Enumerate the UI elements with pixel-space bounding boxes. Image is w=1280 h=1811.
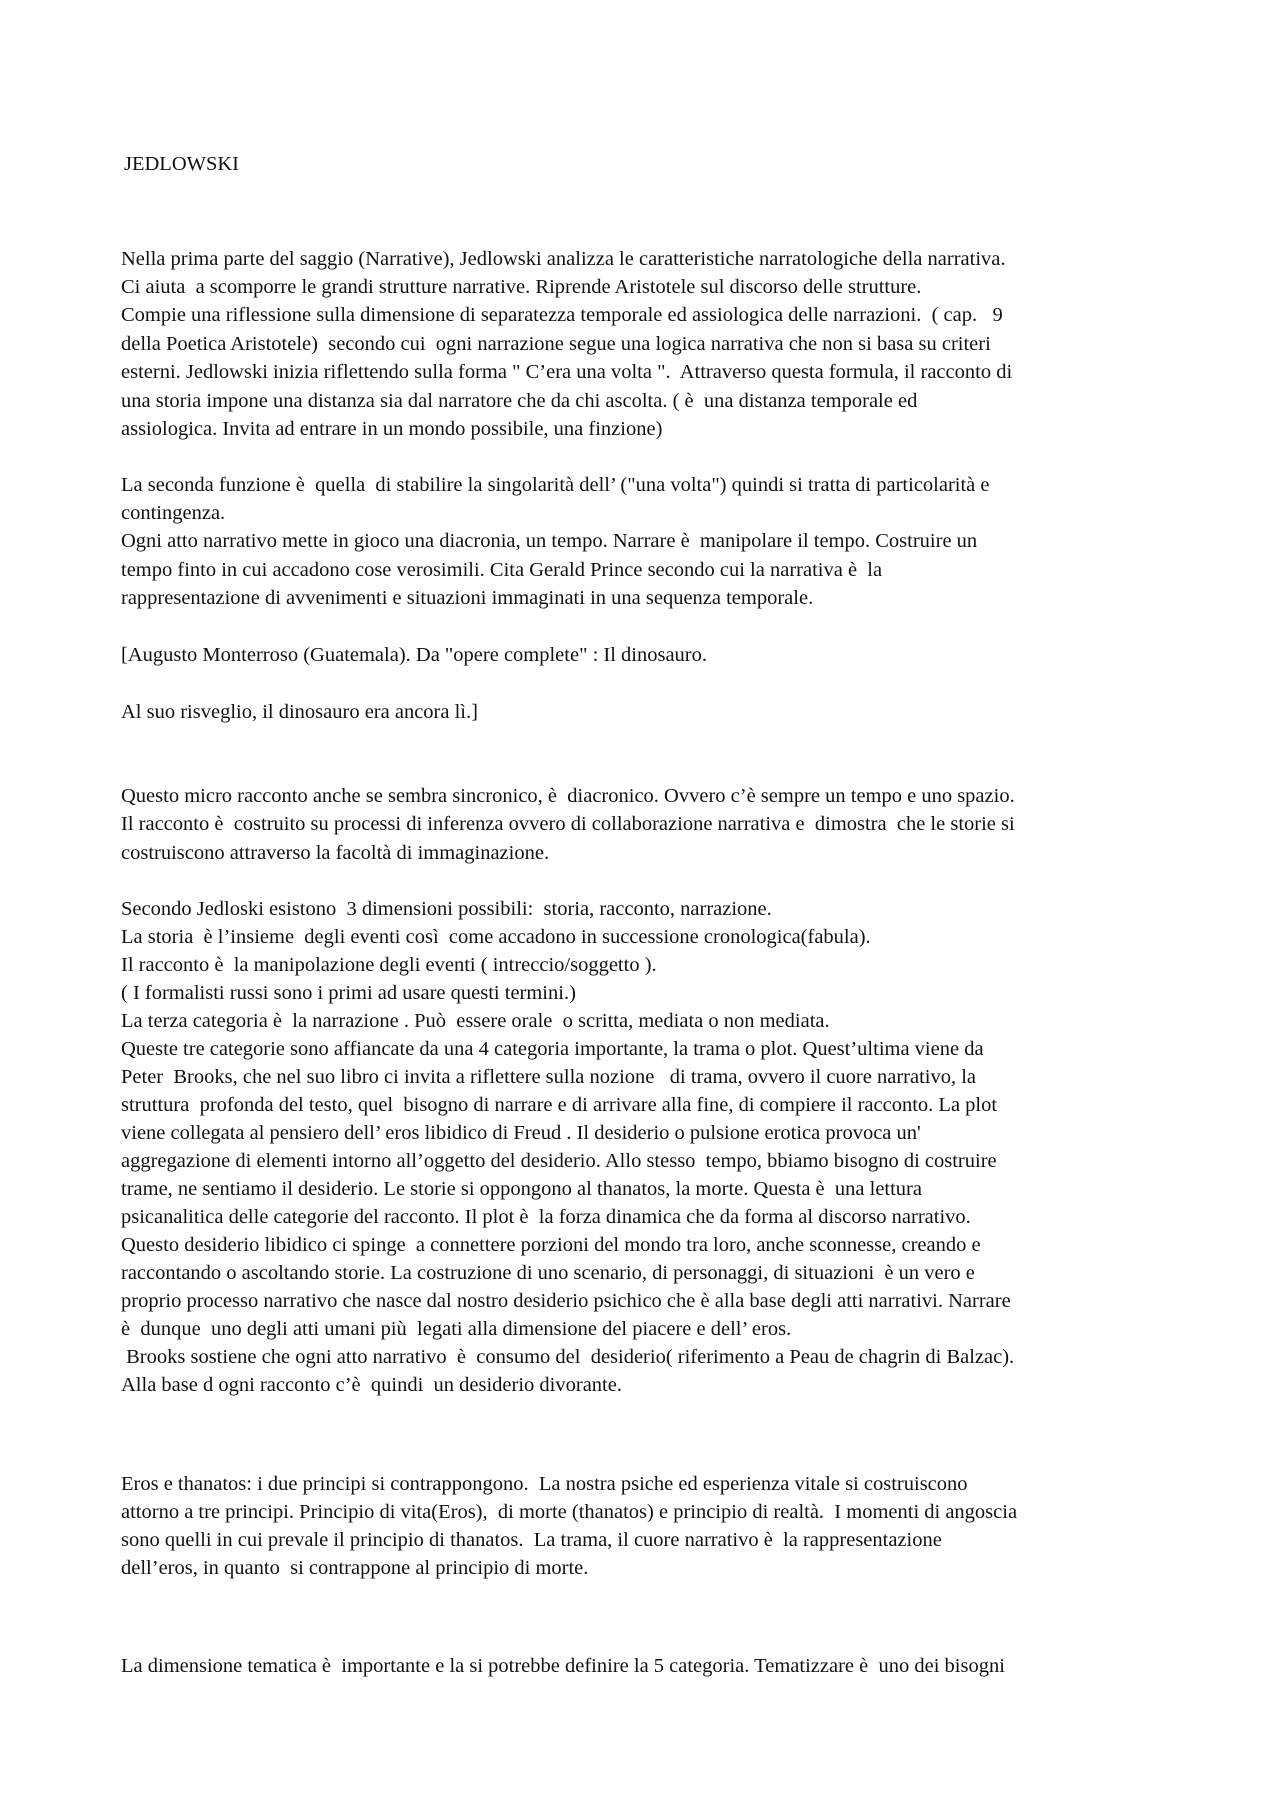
text-line: Peter Brooks, che nel suo libro ci invita a riflettere sulla nozione di trama, ovvero il cuore narrativo, la <box>121 1066 977 1088</box>
text-line: Secondo Jedloski esistono 3 dimensioni possibili: storia, racconto, narrazione. <box>121 898 772 920</box>
text-line: La terza categoria è la narrazione . Può essere orale o scritta, mediata o non mediata. <box>121 1010 830 1032</box>
text-line: Il racconto è costruito su processi di inferenza ovvero di collaborazione narrativa e dimostra che le storie si <box>121 813 1015 835</box>
text-line: La seconda funzione è quella di stabilire la singolarità dell’ ("una volta") quindi si tratta di particolarità e <box>121 474 990 496</box>
text-line: psicanalitica delle categorie del racconto. Il plot è la forza dinamica che da forma al discorso narrativo. <box>121 1206 971 1228</box>
text-line: Alla base d ogni racconto c’è quindi un desiderio divorante. <box>121 1374 622 1396</box>
text-line: rappresentazione di avvenimenti e situazioni immaginati in una sequenza temporale. <box>121 587 814 609</box>
text-line: costruiscono attraverso la facoltà di immaginazione. <box>121 842 550 864</box>
document-title: JEDLOWSKI <box>124 153 240 175</box>
text-line: viene collegata al pensiero dell’ eros libidico di Freud . Il desiderio o pulsione erotica provoca un' <box>121 1122 921 1144</box>
text-line: è dunque uno degli atti umani più legati alla dimensione del piacere e dell’ eros. <box>121 1318 792 1340</box>
text-line: Ci aiuta a scomporre le grandi strutture narrative. Riprende Aristotele sul discorso delle strutture. <box>121 276 922 298</box>
text-line: Ogni atto narrativo mette in gioco una diacronia, un tempo. Narrare è manipolare il tempo. Costruire un <box>121 530 978 552</box>
text-line: Al suo risveglio, il dinosauro era ancora lì.] <box>121 701 478 723</box>
text-line: Nella prima parte del saggio (Narrative), Jedlowski analizza le caratteristiche narratologiche della narrativa. <box>121 248 1006 270</box>
text-line: attorno a tre principi. Principio di vita(Eros), di morte (thanatos) e principio di realtà. I momenti di angoscia <box>121 1501 1018 1523</box>
text-line: [Augusto Monterroso (Guatemala). Da "opere complete" : Il dinosauro. <box>121 644 708 666</box>
text-line: assiologica. Invita ad entrare in un mondo possibile, una finzione) <box>121 418 663 440</box>
text-line: Brooks sostiene che ogni atto narrativo è consumo del desiderio( riferimento a Peau de chagrin di Balzac). <box>121 1346 1015 1368</box>
text-line: Questo desiderio libidico ci spinge a connettere porzioni del mondo tra loro, anche sconnesse, creando e <box>121 1234 981 1256</box>
text-line: proprio processo narrativo che nasce dal nostro desiderio psichico che è alla base degli atti narrativi. Narrare <box>121 1290 1011 1312</box>
text-line: ( I formalisti russi sono i primi ad usare questi termini.) <box>121 982 576 1004</box>
text-line: La dimensione tematica è importante e la si potrebbe definire la 5 categoria. Tematizzare è uno dei bisogni <box>121 1655 1005 1677</box>
text-line: Eros e thanatos: i due principi si contrappongono. La nostra psiche ed esperienza vitale si costruiscono <box>121 1473 968 1495</box>
text-line: sono quelli in cui prevale il principio di thanatos. La trama, il cuore narrativo è la rappresentazione <box>121 1529 942 1551</box>
text-line: Questo micro racconto anche se sembra sincronico, è diacronico. Ovvero c’è sempre un tempo e uno spazio. <box>121 785 1015 807</box>
text-line: La storia è l’insieme degli eventi così come accadono in successione cronologica(fabula). <box>121 926 871 948</box>
text-line: esterni. Jedlowski inizia riflettendo sulla forma " C’era una volta ". Attraverso questa formula, il racconto di <box>121 361 1013 383</box>
text-line: raccontando o ascoltando storie. La costruzione di uno scenario, di personaggi, di situazioni è un vero e <box>121 1262 975 1284</box>
text-line: Compie una riflessione sulla dimensione di separatezza temporale ed assiologica delle narrazioni. ( cap. 9 <box>121 304 1003 326</box>
text-line: trame, ne sentiamo il desiderio. Le storie si oppongono al thanatos, la morte. Questa è una lettura <box>121 1178 922 1200</box>
text-line: Il racconto è la manipolazione degli eventi ( intreccio/soggetto ). <box>121 954 657 976</box>
text-line: aggregazione di elementi intorno all’oggetto del desiderio. Allo stesso tempo, bbiamo bisogno di costruire <box>121 1150 997 1172</box>
text-line: tempo finto in cui accadono cose verosimili. Cita Gerald Prince secondo cui la narrativa è la <box>121 559 883 581</box>
text-line: struttura profonda del testo, quel bisogno di narrare e di arrivare alla fine, di compiere il racconto. La plot <box>121 1094 998 1116</box>
text-line: contingenza. <box>121 502 226 524</box>
text-line: Queste tre categorie sono affiancate da una 4 categoria importante, la trama o plot. Quest’ultima viene da <box>121 1038 984 1060</box>
text-line: della Poetica Aristotele) secondo cui ogni narrazione segue una logica narrativa che non si basa su criteri <box>121 333 991 355</box>
text-line: una storia impone una distanza sia dal narratore che da chi ascolta. ( è una distanza temporale ed <box>121 390 918 412</box>
text-line: dell’eros, in quanto si contrappone al principio di morte. <box>121 1557 589 1579</box>
